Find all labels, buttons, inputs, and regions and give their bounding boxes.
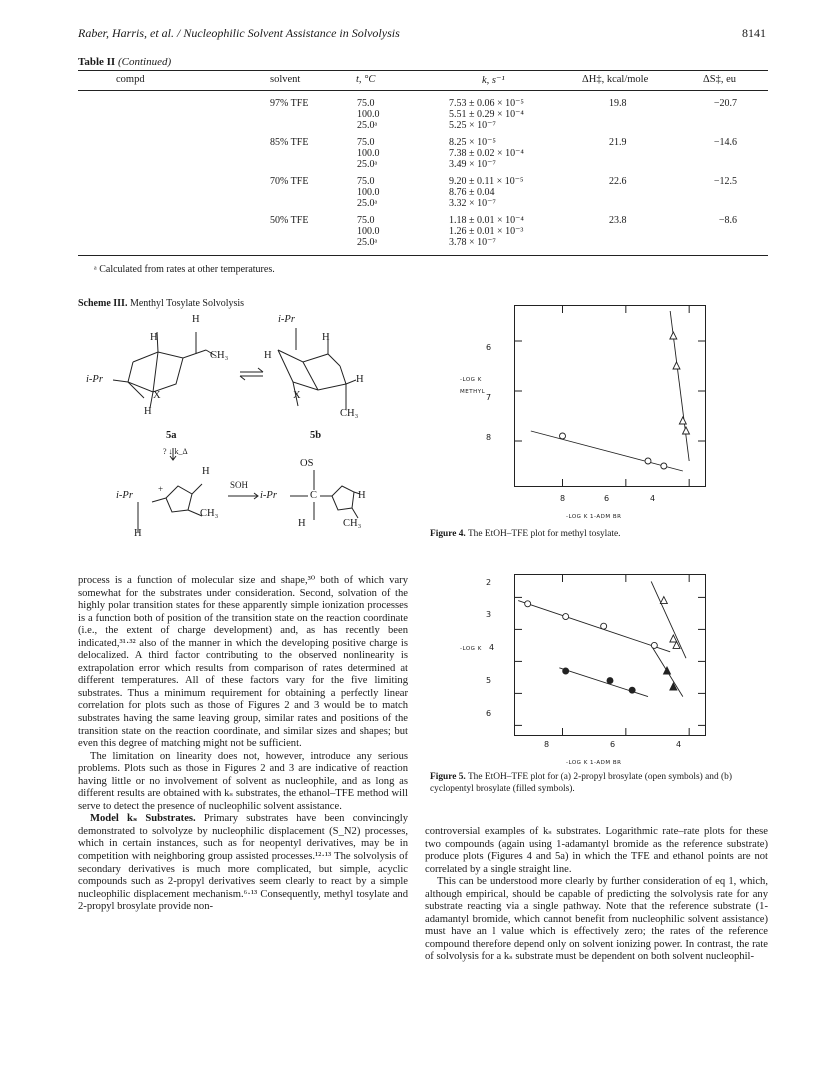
rate-cell: 7.38 ± 0.02 × 10⁻⁴ — [449, 148, 524, 160]
dh-cell: 23.8 — [609, 215, 627, 226]
ds-cell: −8.6 — [718, 215, 737, 226]
figure-4-caption-text: The EtOH–TFE plot for methyl tosylate. — [467, 529, 621, 539]
fig5-xtick-1: 8 — [544, 740, 550, 749]
data-point — [664, 667, 671, 674]
data-point — [670, 683, 677, 690]
scheme-title — [78, 298, 244, 309]
data-point — [651, 642, 657, 648]
left-paragraph-2: The limitation on linearity does not, however, introduce any serious problems. Plots such as those in Figures 2 and 3 are indicative of reaction having little or no involvement of solvent as nucleophile, and as long as different results are obtained with kₛ substrates, the ethanol–TFE method will serve to detect the presence of nucleophilic solvent assistance. — [78, 750, 408, 812]
label-h-7: H — [202, 466, 210, 477]
figure-4-label: Figure 4. — [430, 529, 466, 539]
label-h-2: H — [150, 332, 158, 343]
rate-cell: 1.18 ± 0.01 × 10⁻⁴ — [449, 215, 524, 226]
label-ch3-2: CH₃ — [340, 408, 359, 419]
label-ch3-3: CH₃ — [200, 508, 219, 519]
data-point — [563, 668, 569, 674]
data-point — [560, 433, 566, 439]
data-point — [673, 362, 680, 369]
temp-cell: 75.0 — [357, 98, 375, 109]
data-point — [683, 427, 690, 434]
figure-4-plot-frame — [514, 305, 706, 487]
label-ipr-1: i-Pr — [278, 314, 295, 325]
scheme-title-label: Scheme III. — [78, 298, 128, 309]
fig4-ytick-2: 7 — [486, 393, 492, 402]
ds-cell: −12.5 — [713, 176, 737, 187]
fig4-xtick-2: 6 — [604, 494, 610, 503]
figure-5-plot — [515, 575, 705, 735]
temp-cell: 100.0 — [357, 109, 380, 121]
rate-cell: 5.25 × 10⁻⁷ — [449, 120, 496, 132]
compound-5b: 5b — [310, 430, 322, 441]
fig5-ytick-3: 4 — [489, 643, 495, 652]
table-title — [78, 56, 171, 68]
data-point — [661, 463, 667, 469]
label-ipr-3: i-Pr — [116, 490, 133, 501]
label-x-1: X — [153, 390, 161, 401]
temp-cell: 25.0ᵃ — [357, 237, 378, 249]
body-right-column — [425, 826, 768, 964]
ds-cell: −14.6 — [713, 137, 737, 148]
table-top-rule — [78, 70, 768, 71]
solvent-cell: 85% TFE — [270, 137, 309, 148]
figure-5-caption-text: The EtOH–TFE plot for (a) 2-propyl brosylate (open symbols) and (b) cyclopentyl brosylate (filled symbols). — [430, 772, 732, 794]
table-title-label: Table II — [78, 56, 116, 68]
data-point — [525, 601, 531, 607]
data-point — [607, 678, 613, 684]
temp-cell: 100.0 — [357, 226, 380, 238]
figure-4-caption — [430, 529, 621, 541]
rate-cell: 8.25 × 10⁻⁵ — [449, 137, 496, 148]
label-ch3-4: CH₃ — [343, 518, 362, 529]
rate-cell: 9.20 ± 0.11 × 10⁻⁵ — [449, 176, 524, 187]
rate-cell: 3.78 × 10⁻⁷ — [449, 237, 496, 249]
col-header-ds: ΔS‡, eu — [703, 74, 737, 85]
fig5-ylabel: -LOG K — [460, 646, 482, 652]
model-heading: Model kₛ Substrates. — [90, 813, 196, 825]
fig4-xtick-3: 4 — [650, 494, 656, 503]
right-paragraph-2: This can be understood more clearly by further consideration of eq 1, which, although empirical, should be capable of predicting the solvolysis rate for any substrate reacting via a single pathway. Note that the reference substrate (1-adamantyl bromide, which cannot benefit from nucleophilic solvent assistance) must have an l value which is effectively zero; the rates of the reference compound therefore depend only on solvent ionizing power. In contrast, the rate of solvolysis for a kₛ substrate must be dependent on both solvent nucleophil- — [425, 876, 768, 963]
label-h-4: H — [264, 350, 272, 361]
compound-5a: 5a — [166, 430, 177, 441]
fit-line — [518, 601, 670, 652]
data-point — [660, 597, 667, 604]
fig5-xlabel: -LOG K 1-ADM BR — [566, 760, 622, 766]
table-header-rule — [78, 90, 768, 91]
label-h-3: H — [322, 332, 330, 343]
left-paragraph-3 — [78, 813, 408, 913]
solvent-cell: 97% TFE — [270, 98, 309, 109]
temp-cell: 25.0ᵃ — [357, 198, 378, 210]
rate-cell: 1.26 ± 0.01 × 10⁻³ — [449, 226, 524, 238]
fig4-ylabel: -LOG K METHYL — [460, 377, 486, 395]
label-ipr-4: i-Pr — [260, 490, 277, 501]
rate-cell: 3.49 × 10⁻⁷ — [449, 159, 496, 171]
label-ch3-1: CH₃ — [210, 350, 229, 361]
temp-cell: 25.0ᵃ — [357, 120, 378, 132]
temp-cell: 100.0 — [357, 148, 380, 160]
fig4-ytick-3: 8 — [486, 433, 492, 442]
temp-cell: 75.0 — [357, 176, 375, 187]
fig5-ytick-5: 6 — [486, 709, 492, 718]
page-number: 8141 — [742, 26, 766, 40]
fig4-xtick-1: 8 — [560, 494, 566, 503]
col-header-dh: ΔH‡, kcal/mole — [582, 74, 649, 85]
rate-cell: 8.76 ± 0.04 — [449, 187, 495, 199]
label-soh: SOH — [230, 480, 249, 490]
left-paragraph-1: process is a function of molecular size and shape,³⁰ both of which vary somewhat for the substrates under consideration. Second, solvation of the highly polar transition states for these apparently simple ionization processes is a function both of position of the transition state on the reaction coordinate (i.e., the extent of charge development) and, as has recently been indicated,³¹·³² also of the manner in which the developing positive charge is delocalized. A third factor contributing to the observed nonlinearity is extrapolation error which results from comparison of rates determined at different temperatures. All of these factors vary for the five limiting substrates. Thus a minimum requirement for obtaining a perfectly linear correlation for plots such as those of Figures 2 and 3 would be to match substrates having the same leaving group, similar rates and positions of the transition state on the reaction coordinate, and similar sizes and shapes; but even this degree of matching might not be sufficient. — [78, 575, 408, 750]
fig5-ytick-1: 2 — [486, 578, 492, 587]
right-paragraph-1: controversial examples of kₛ substrates. Logarithmic rate–rate plots for these two compounds (again using 1-adamantyl bromide as the reference substrate) produce plots (Figures 4 and 5a) in which the TFE and ethanol points are not correlated by a single straight line. — [425, 826, 768, 875]
label-x-2: X — [293, 390, 301, 401]
dh-cell: 22.6 — [609, 176, 627, 187]
arrow-label-k-delta: ? ↓ k_Δ — [163, 447, 188, 456]
data-point — [670, 332, 677, 339]
data-point — [601, 623, 607, 629]
col-header-temp: t, °C — [356, 74, 376, 85]
body-left-column — [78, 575, 408, 914]
temp-cell: 100.0 — [357, 187, 380, 199]
fit-line — [531, 431, 683, 471]
label-ipr-2: i-Pr — [86, 374, 103, 385]
ds-cell: −20.7 — [713, 98, 737, 109]
label-os: OS — [300, 458, 314, 469]
temp-cell: 25.0ᵃ — [357, 159, 378, 171]
dh-cell: 21.9 — [609, 137, 627, 148]
figure-5-plot-frame — [514, 574, 706, 736]
figure-5-label: Figure 5. — [430, 772, 466, 782]
rate-cell: 5.51 ± 0.29 × 10⁻⁴ — [449, 109, 524, 121]
label-h-10: H — [134, 528, 142, 539]
temp-cell: 75.0 — [357, 137, 375, 148]
label-plus: + — [158, 484, 164, 494]
fig5-xtick-3: 4 — [676, 740, 682, 749]
label-h-9: H — [298, 518, 306, 529]
model-text: Primary substrates have been convincingly demonstrated to solvolyze by nucleophilic displacement (S_N2) processes, which in certain instances, such as for neopentyl derivatives, may be in competition with neighboring group assisted processes.¹²·¹³ The solvolysis of secondary derivatives is much more complicated, but simple, acyclic compounds such as 2-propyl derivatives seem clearly to react by a simple nucleophilic displacement mechanism.⁶·¹³ Consequently, methyl tosylate and 2-propyl brosylate provide non- — [78, 813, 409, 913]
table-footnote: ᵃ Calculated from rates at other temperatures. — [94, 264, 275, 275]
fig5-ytick-4: 5 — [486, 676, 492, 685]
label-h-6: H — [144, 406, 152, 417]
solvent-cell: 70% TFE — [270, 176, 309, 187]
figure-4-plot — [515, 306, 705, 486]
data-point — [563, 614, 569, 620]
table-title-continued: (Continued) — [117, 56, 172, 68]
fig5-xtick-2: 6 — [610, 740, 616, 749]
rate-cell: 3.32 × 10⁻⁷ — [449, 198, 496, 210]
data-point — [645, 458, 651, 464]
data-point — [629, 687, 635, 693]
col-header-k: k, s⁻¹ — [482, 75, 505, 86]
label-h-1: H — [192, 314, 200, 325]
scheme-structures — [78, 310, 408, 550]
temp-cell: 75.0 — [357, 215, 375, 226]
solvent-cell: 50% TFE — [270, 215, 309, 226]
dh-cell: 19.8 — [609, 98, 627, 109]
fig4-ytick-1: 6 — [486, 343, 492, 352]
label-h-8: H — [358, 490, 366, 501]
col-header-solvent: solvent — [270, 74, 301, 85]
table-bottom-rule — [78, 255, 768, 256]
label-c: C — [310, 490, 318, 501]
figure-5-caption — [430, 772, 768, 795]
fig5-ytick-2: 3 — [486, 610, 492, 619]
data-point — [679, 417, 686, 424]
col-header-compd: compd — [116, 74, 145, 85]
scheme-title-text: Menthyl Tosylate Solvolysis — [129, 298, 245, 309]
rate-cell: 7.53 ± 0.06 × 10⁻⁵ — [449, 98, 524, 109]
fig4-xlabel: -LOG K 1-ADM BR — [566, 514, 622, 520]
running-header: Raber, Harris, et al. / Nucleophilic Solvent Assistance in Solvolysis — [78, 26, 400, 40]
label-h-5: H — [356, 374, 364, 385]
